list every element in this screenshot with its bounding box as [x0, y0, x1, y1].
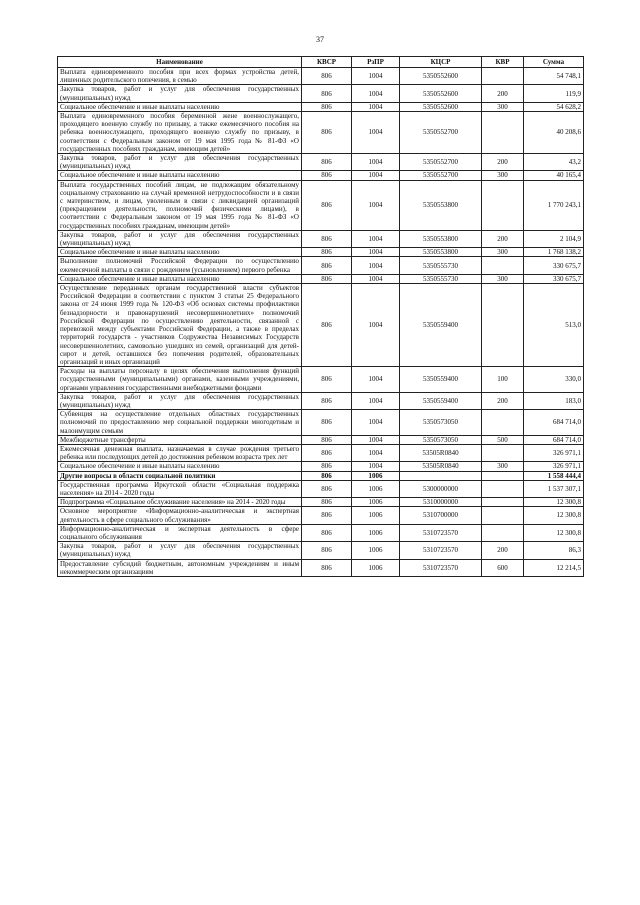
cell-kvr: 300 — [482, 274, 524, 283]
cell-kvr — [482, 480, 524, 497]
table-row — [58, 284, 584, 367]
table-row — [58, 542, 584, 559]
cell-kcsr: 5310723570 — [400, 559, 482, 576]
cell-sum: 1 537 307,1 — [524, 480, 584, 497]
cell-kvsr: 806 — [302, 542, 352, 559]
cell-kvr: 500 — [482, 435, 524, 444]
cell-rzpr: 1004 — [352, 462, 400, 471]
cell-kvsr: 806 — [302, 68, 352, 85]
table-row — [58, 112, 584, 154]
cell-kvr: 200 — [482, 230, 524, 247]
cell-name: Расходы на выплаты персоналу в целях обеспечения выполнения функций государственными (муниципальными) органами, казенными учреждениями, органами управления государственными внебюджетными фондами — [58, 367, 302, 393]
cell-sum: 54 628,2 — [524, 102, 584, 111]
cell-kvsr: 806 — [302, 171, 352, 180]
cell-name: Социальное обеспечение и иные выплаты населению — [58, 102, 302, 111]
cell-name: Субвенция на осуществление отдельных областных государственных полномочий по предоставлению мер социальной поддержки многодетным и малоимущим семьям — [58, 410, 302, 436]
cell-rzpr: 1006 — [352, 480, 400, 497]
cell-sum: 1 558 444,4 — [524, 471, 584, 480]
cell-kvr — [482, 471, 524, 480]
cell-rzpr: 1004 — [352, 85, 400, 102]
cell-kcsr: 5350552700 — [400, 171, 482, 180]
cell-name: Осуществление переданных органам государственной власти субъектов Российской Федерации в соответствии с пунктом 3 статьи 25 Федерального закона от 24 июня 1999 года № 120-ФЗ «Об основах системы профилактики безнадзорности и правонарушений несовершеннолетних» полномочий Российской Федерации по осуществлению деятельности, связанной с перевозкой между субъектами Российской Федерации, а также в пределах территорий государств - участников Содружества Независимых Государств несовершеннолетних, самовольно ушедших из семей, организаций для детей-сирот и детей, оставшихся без попечения родителей, образовательных организаций и иных организаций — [58, 284, 302, 367]
cell-rzpr: 1004 — [352, 112, 400, 154]
table-row — [58, 154, 584, 171]
table-row — [58, 180, 584, 230]
cell-kvr: 300 — [482, 462, 524, 471]
cell-kvsr: 806 — [302, 257, 352, 274]
cell-rzpr: 1006 — [352, 498, 400, 507]
cell-name: Закупка товаров, работ и услуг для обеспечения государственных (муниципальных) нужд — [58, 392, 302, 409]
cell-kvsr: 806 — [302, 410, 352, 436]
cell-kcsr: 5350552700 — [400, 154, 482, 171]
cell-rzpr: 1006 — [352, 542, 400, 559]
cell-rzpr: 1004 — [352, 444, 400, 461]
table-row — [58, 410, 584, 436]
table-row — [58, 257, 584, 274]
page-number: 37 — [316, 35, 324, 44]
cell-kcsr: 5310723570 — [400, 542, 482, 559]
cell-rzpr: 1004 — [352, 180, 400, 230]
table-row — [58, 444, 584, 461]
cell-kcsr: 5350555730 — [400, 274, 482, 283]
cell-rzpr: 1004 — [352, 367, 400, 393]
cell-rzpr: 1004 — [352, 410, 400, 436]
cell-sum: 684 714,0 — [524, 435, 584, 444]
cell-kvsr: 806 — [302, 471, 352, 480]
cell-kvsr: 806 — [302, 392, 352, 409]
header-kvsr: КВСР — [302, 57, 352, 68]
cell-name: Информационно-аналитическая и экспертная деятельность в сфере социального обслуживания — [58, 524, 302, 541]
cell-kvsr: 806 — [302, 284, 352, 367]
cell-sum: 326 971,1 — [524, 462, 584, 471]
cell-kvr — [482, 112, 524, 154]
header-rzpr: РзПР — [352, 57, 400, 68]
cell-rzpr: 1004 — [352, 171, 400, 180]
table-header-row — [58, 57, 584, 68]
cell-kvr: 300 — [482, 248, 524, 257]
cell-kcsr: 5350552600 — [400, 68, 482, 85]
cell-kvsr: 806 — [302, 444, 352, 461]
cell-name: Социальное обеспечение и иные выплаты населению — [58, 462, 302, 471]
table-row — [58, 480, 584, 497]
cell-kvsr: 806 — [302, 85, 352, 102]
table-row — [58, 85, 584, 102]
cell-rzpr: 1004 — [352, 230, 400, 247]
table-row — [58, 507, 584, 524]
cell-kvr: 600 — [482, 559, 524, 576]
cell-kvsr: 806 — [302, 274, 352, 283]
cell-name: Выполнение полномочий Российской Федерации по осуществлению ежемесячной выплаты в связи с рождением (усыновлением) первого ребенка — [58, 257, 302, 274]
cell-name: Закупка товаров, работ и услуг для обеспечения государственных (муниципальных) нужд — [58, 85, 302, 102]
cell-kvr: 300 — [482, 171, 524, 180]
cell-sum: 40 208,6 — [524, 112, 584, 154]
cell-name: Основное мероприятие «Информационно-аналитическая и экспертная деятельность в сфере социального обслуживания» — [58, 507, 302, 524]
cell-sum: 330,0 — [524, 367, 584, 393]
cell-kcsr: 5350573050 — [400, 410, 482, 436]
cell-name: Выплата единовременного пособия при всех формах устройства детей, лишенных родительского попечения, в семью — [58, 68, 302, 85]
cell-sum: 119,9 — [524, 85, 584, 102]
cell-kvr: 300 — [482, 102, 524, 111]
table-row — [58, 68, 584, 85]
cell-kcsr: 53505R0840 — [400, 462, 482, 471]
cell-kvsr: 806 — [302, 230, 352, 247]
cell-rzpr: 1006 — [352, 507, 400, 524]
cell-sum: 183,0 — [524, 392, 584, 409]
cell-kcsr: 5350553800 — [400, 230, 482, 247]
table-row — [58, 248, 584, 257]
cell-kvsr: 806 — [302, 435, 352, 444]
header-kcsr: КЦСР — [400, 57, 482, 68]
cell-kcsr: 5310700000 — [400, 507, 482, 524]
cell-kvsr: 806 — [302, 498, 352, 507]
table-row — [58, 524, 584, 541]
cell-kvsr: 806 — [302, 102, 352, 111]
table-row — [58, 392, 584, 409]
cell-kcsr: 5350559400 — [400, 392, 482, 409]
cell-kcsr — [400, 471, 482, 480]
cell-kvr — [482, 498, 524, 507]
cell-kvsr: 806 — [302, 524, 352, 541]
cell-rzpr: 1004 — [352, 68, 400, 85]
table-row — [58, 498, 584, 507]
cell-kcsr: 5350552600 — [400, 102, 482, 111]
cell-kvr: 200 — [482, 154, 524, 171]
cell-kcsr: 5350553800 — [400, 180, 482, 230]
cell-kvr — [482, 524, 524, 541]
cell-kvr: 200 — [482, 392, 524, 409]
cell-name: Социальное обеспечение и иные выплаты населению — [58, 274, 302, 283]
cell-kcsr: 5310000000 — [400, 498, 482, 507]
cell-kcsr: 5350559400 — [400, 367, 482, 393]
cell-name: Выплата единовременного пособия беременной жене военнослужащего, проходящего военную службу по призыву, а также ежемесячного пособия на ребенка военнослужащего, проходящего военную службу по призыву, в соответствии с Федеральным законом от 19 мая 1995 года № 81-ФЗ «О государственных пособиях гражданам, имеющим детей» — [58, 112, 302, 154]
cell-kvsr: 806 — [302, 367, 352, 393]
cell-name: Социальное обеспечение и иные выплаты населению — [58, 171, 302, 180]
cell-sum: 12 300,8 — [524, 498, 584, 507]
cell-rzpr: 1006 — [352, 524, 400, 541]
cell-kvsr: 806 — [302, 112, 352, 154]
cell-sum: 1 768 138,2 — [524, 248, 584, 257]
cell-name: Закупка товаров, работ и услуг для обеспечения государственных (муниципальных) нужд — [58, 542, 302, 559]
cell-sum: 330 675,7 — [524, 274, 584, 283]
cell-kcsr: 5350555730 — [400, 257, 482, 274]
header-sum: Сумма — [524, 57, 584, 68]
cell-sum: 684 714,0 — [524, 410, 584, 436]
cell-kvsr: 806 — [302, 462, 352, 471]
cell-rzpr: 1004 — [352, 154, 400, 171]
cell-sum: 43,2 — [524, 154, 584, 171]
cell-kvsr: 806 — [302, 507, 352, 524]
cell-kvsr: 806 — [302, 480, 352, 497]
cell-kvr: 200 — [482, 85, 524, 102]
cell-sum: 330 675,7 — [524, 257, 584, 274]
cell-kvsr: 806 — [302, 559, 352, 576]
cell-rzpr: 1004 — [352, 284, 400, 367]
cell-name: Ежемесячная денежная выплата, назначаемая в случае рождения третьего ребенка или последующих детей до достижения ребенком возраста трех лет — [58, 444, 302, 461]
cell-rzpr: 1004 — [352, 392, 400, 409]
cell-kcsr: 5350573050 — [400, 435, 482, 444]
cell-name: Межбюджетные трансферты — [58, 435, 302, 444]
cell-kvr — [482, 444, 524, 461]
table-row — [58, 367, 584, 393]
cell-kcsr: 5350559400 — [400, 284, 482, 367]
cell-sum: 40 165,4 — [524, 171, 584, 180]
budget-table — [57, 56, 584, 577]
cell-rzpr: 1004 — [352, 274, 400, 283]
table-body — [58, 68, 584, 577]
cell-name: Социальное обеспечение и иные выплаты населению — [58, 248, 302, 257]
cell-name: Закупка товаров, работ и услуг для обеспечения государственных (муниципальных) нужд — [58, 230, 302, 247]
cell-rzpr: 1006 — [352, 559, 400, 576]
header-kvr: КВР — [482, 57, 524, 68]
cell-kvr: 200 — [482, 542, 524, 559]
table-row — [58, 102, 584, 111]
cell-kcsr: 5350553800 — [400, 248, 482, 257]
cell-kcsr: 53505R0840 — [400, 444, 482, 461]
cell-kvr: 100 — [482, 367, 524, 393]
cell-name: Предоставление субсидий бюджетным, автономным учреждениям и иным некоммерческим организациям — [58, 559, 302, 576]
cell-sum: 86,3 — [524, 542, 584, 559]
cell-rzpr: 1004 — [352, 102, 400, 111]
cell-sum: 2 104,9 — [524, 230, 584, 247]
table-row — [58, 230, 584, 247]
cell-name: Закупка товаров, работ и услуг для обеспечения государственных (муниципальных) нужд — [58, 154, 302, 171]
cell-rzpr: 1004 — [352, 248, 400, 257]
cell-sum: 54 748,1 — [524, 68, 584, 85]
table-row — [58, 274, 584, 283]
cell-sum: 326 971,1 — [524, 444, 584, 461]
cell-name: Другие вопросы в области социальной политики — [58, 471, 302, 480]
cell-sum: 12 300,8 — [524, 507, 584, 524]
table-row — [58, 471, 584, 480]
cell-kvsr: 806 — [302, 248, 352, 257]
table-row — [58, 171, 584, 180]
cell-name: Государственная программа Иркутской области «Социальная поддержка населения» на 2014 - 2020 годы — [58, 480, 302, 497]
cell-kvr — [482, 257, 524, 274]
cell-kvr — [482, 68, 524, 85]
cell-name: Выплата государственных пособий лицам, не подлежащим обязательному социальному страхованию на случай временной нетрудоспособности и в связи с материнством, и лицам, уволенным в связи с ликвидацией организаций (прекращением деятельности, полномочий физическими лицами), в соответствии с Федеральным законом от 19 мая 1995 года № 81-ФЗ «О государственных пособиях гражданам, имеющим детей» — [58, 180, 302, 230]
cell-kcsr: 5350552700 — [400, 112, 482, 154]
header-name: Наименование — [58, 57, 302, 68]
table-row — [58, 462, 584, 471]
cell-rzpr: 1004 — [352, 435, 400, 444]
table-row — [58, 559, 584, 576]
cell-name: Подпрограмма «Социальное обслуживание населения» на 2014 - 2020 годы — [58, 498, 302, 507]
cell-kvr — [482, 507, 524, 524]
cell-kvsr: 806 — [302, 154, 352, 171]
cell-sum: 12 214,5 — [524, 559, 584, 576]
cell-sum: 12 300,8 — [524, 524, 584, 541]
cell-kcsr: 5300000000 — [400, 480, 482, 497]
cell-kvsr: 806 — [302, 180, 352, 230]
table-row — [58, 435, 584, 444]
cell-kvr — [482, 284, 524, 367]
cell-rzpr: 1006 — [352, 471, 400, 480]
cell-kvr — [482, 410, 524, 436]
cell-sum: 1 770 243,1 — [524, 180, 584, 230]
cell-kvr — [482, 180, 524, 230]
cell-sum: 513,0 — [524, 284, 584, 367]
cell-kcsr: 5310723570 — [400, 524, 482, 541]
cell-rzpr: 1004 — [352, 257, 400, 274]
cell-kcsr: 5350552600 — [400, 85, 482, 102]
